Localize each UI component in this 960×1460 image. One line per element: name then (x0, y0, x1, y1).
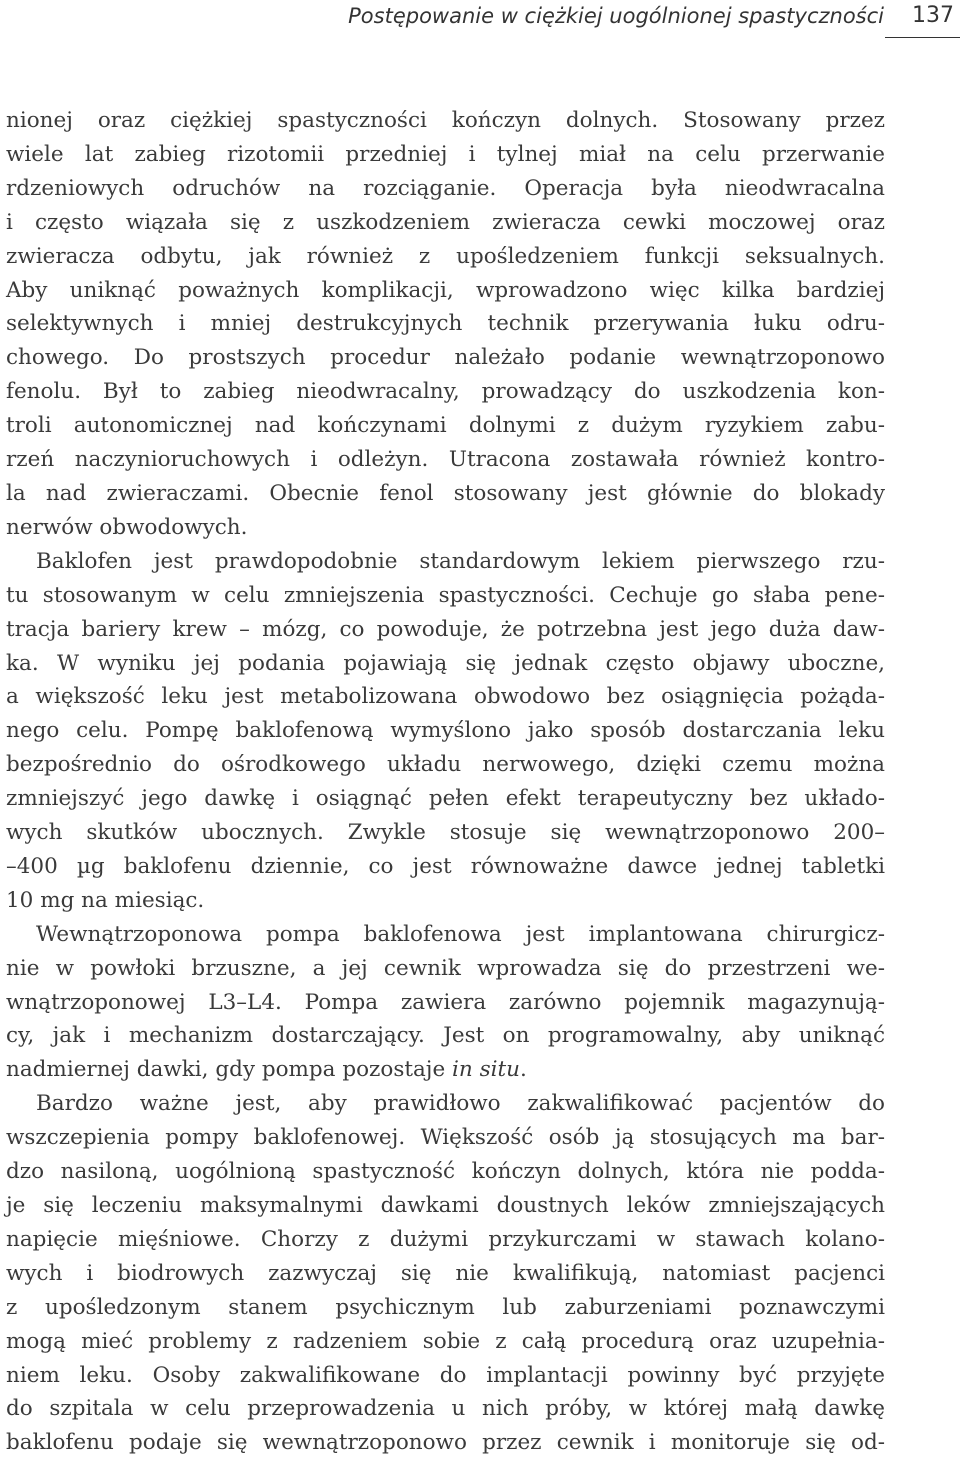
text-line: do szpitala w celu przeprowadzenia u nich próby, w której małą dawkę (6, 1396, 885, 1422)
text-line: a większość leku jest metabolizowana obwodowo bez osiągnięcia pożąda- (6, 684, 885, 710)
text-line (6, 1053, 885, 1087)
text-line: nionej oraz ciężkiej spastyczności kończyn dolnych. Stosowany przez (6, 108, 885, 133)
text-line: la nad zwieraczami. Obecnie fenol stosowany jest głównie do blokady (6, 480, 885, 506)
body-text (6, 104, 885, 1460)
text-line: Aby uniknąć poważnych komplikacji, wprowadzono więc kilka bardziej (6, 277, 885, 303)
text-line: baklofenu podaje się wewnątrzoponowo przez cewnik i monitoruje się od- (6, 1430, 885, 1456)
paragraph-1 (6, 104, 885, 545)
text-line: bezpośrednio do ośrodkowego układu nerwowego, dzięki czemu można (6, 752, 885, 778)
text-line: napięcie mięśniowe. Chorzy z dużymi przykurczami w stawach kolano- (6, 1226, 885, 1252)
text-line: 10 mg na miesiąc. (6, 887, 205, 913)
text-line: chowego. Do prostszych procedur należało podanie wewnątrzoponowo (6, 345, 885, 371)
page-number: 137 (912, 3, 954, 28)
text-line: nerwów obwodowych. (6, 514, 248, 540)
italic-term: in situ (452, 1057, 520, 1083)
text-line: Wewnątrzoponowa pompa baklofenowa jest implantowana chirurgicz- (36, 921, 885, 947)
running-header (0, 0, 960, 40)
text-line: mogą mieć problemy z radzeniem sobie z całą procedurą oraz uzupełnia- (6, 1328, 885, 1354)
text-line: Bardzo ważne jest, aby prawidłowo zakwalifikować pacjentów do (36, 1091, 885, 1117)
text-line: wnątrzoponowej L3–L4. Pompa zawiera zarówno pojemnik magazynują- (6, 989, 885, 1015)
paragraph-3 (6, 918, 885, 1088)
text-line: wych skutków ubocznych. Zwykle stosuje się wewnątrzoponowo 200– (6, 820, 885, 846)
text-line: niem leku. Osoby zakwalifikowane do implantacji powinny być przyjęte (6, 1362, 885, 1388)
text-line: tu stosowanym w celu zmniejszenia spastyczności. Cechuje go słaba pene- (6, 582, 885, 608)
text-line: je się leczeniu maksymalnymi dawkami doustnych leków zmniejszających (6, 1193, 885, 1218)
text-line: tracja bariery krew – mózg, co powoduje, że potrzebna jest jego duża daw- (6, 616, 885, 642)
running-header-title: Postępowanie w ciężkiej uogólnionej spastyczności (348, 4, 884, 28)
text-line: wych i biodrowych zazwyczaj się nie kwalifikują, natomiast pacjenci (6, 1260, 885, 1286)
paragraph-2 (6, 545, 885, 918)
text-line: –400 µg baklofenu dziennie, co jest równoważne dawce jednej tabletki (6, 853, 885, 879)
text-line: wiele lat zabieg rizotomii przedniej i tylnej miał na celu przerwanie (6, 141, 885, 167)
text-fragment: nadmiernej dawki, gdy pompa pozostaje (6, 1057, 453, 1083)
text-line: zwieracza odbytu, jak również z upośledzeniem funkcji seksualnych. (6, 243, 885, 269)
text-line: cy, jak i mechanizm dostarczający. Jest on programowalny, aby uniknąć (6, 1023, 885, 1049)
text-line: rdzeniowych odruchów na rozciąganie. Operacja była nieodwracalna (6, 175, 885, 201)
text-fragment: . (520, 1057, 527, 1083)
text-line: selektywnych i mniej destrukcyjnych technik przerywania łuku odru- (6, 311, 885, 337)
header-rule (885, 37, 960, 38)
text-line: rzeń naczynioruchowych i odleżyn. Utracona zostawała również kontro- (6, 447, 885, 473)
text-line: fenolu. Był to zabieg nieodwracalny, prowadzący do uszkodzenia kon- (6, 379, 885, 405)
text-line: nie w powłoki brzuszne, a jej cewnik wprowadza się do przestrzeni we- (6, 955, 885, 981)
text-line: dzo nasiloną, uogólnioną spastyczność kończyn dolnych, która nie podda- (6, 1159, 885, 1185)
text-line: i często wiązała się z uszkodzeniem zwieracza cewki moczowej oraz (6, 209, 885, 235)
text-line: troli autonomicznej nad kończynami dolnymi z dużym ryzykiem zabu- (6, 413, 885, 439)
text-line: wszczepienia pompy baklofenowej. Większość osób ją stosujących ma bar- (6, 1125, 885, 1151)
text-line: nego celu. Pompę baklofenową wymyślono jako sposób dostarczania leku (6, 718, 885, 744)
text-line: zmniejszyć jego dawkę i osiągnąć pełen efekt terapeutyczny bez układo- (6, 786, 885, 812)
text-line: ka. W wyniku jej podania pojawiają się jednak często objawy uboczne, (6, 650, 885, 676)
text-line: Baklofen jest prawdopodobnie standardowym lekiem pierwszego rzu- (36, 548, 885, 574)
paragraph-4 (6, 1087, 885, 1460)
text-line: z upośledzonym stanem psychicznym lub zaburzeniami poznawczymi (6, 1294, 885, 1320)
